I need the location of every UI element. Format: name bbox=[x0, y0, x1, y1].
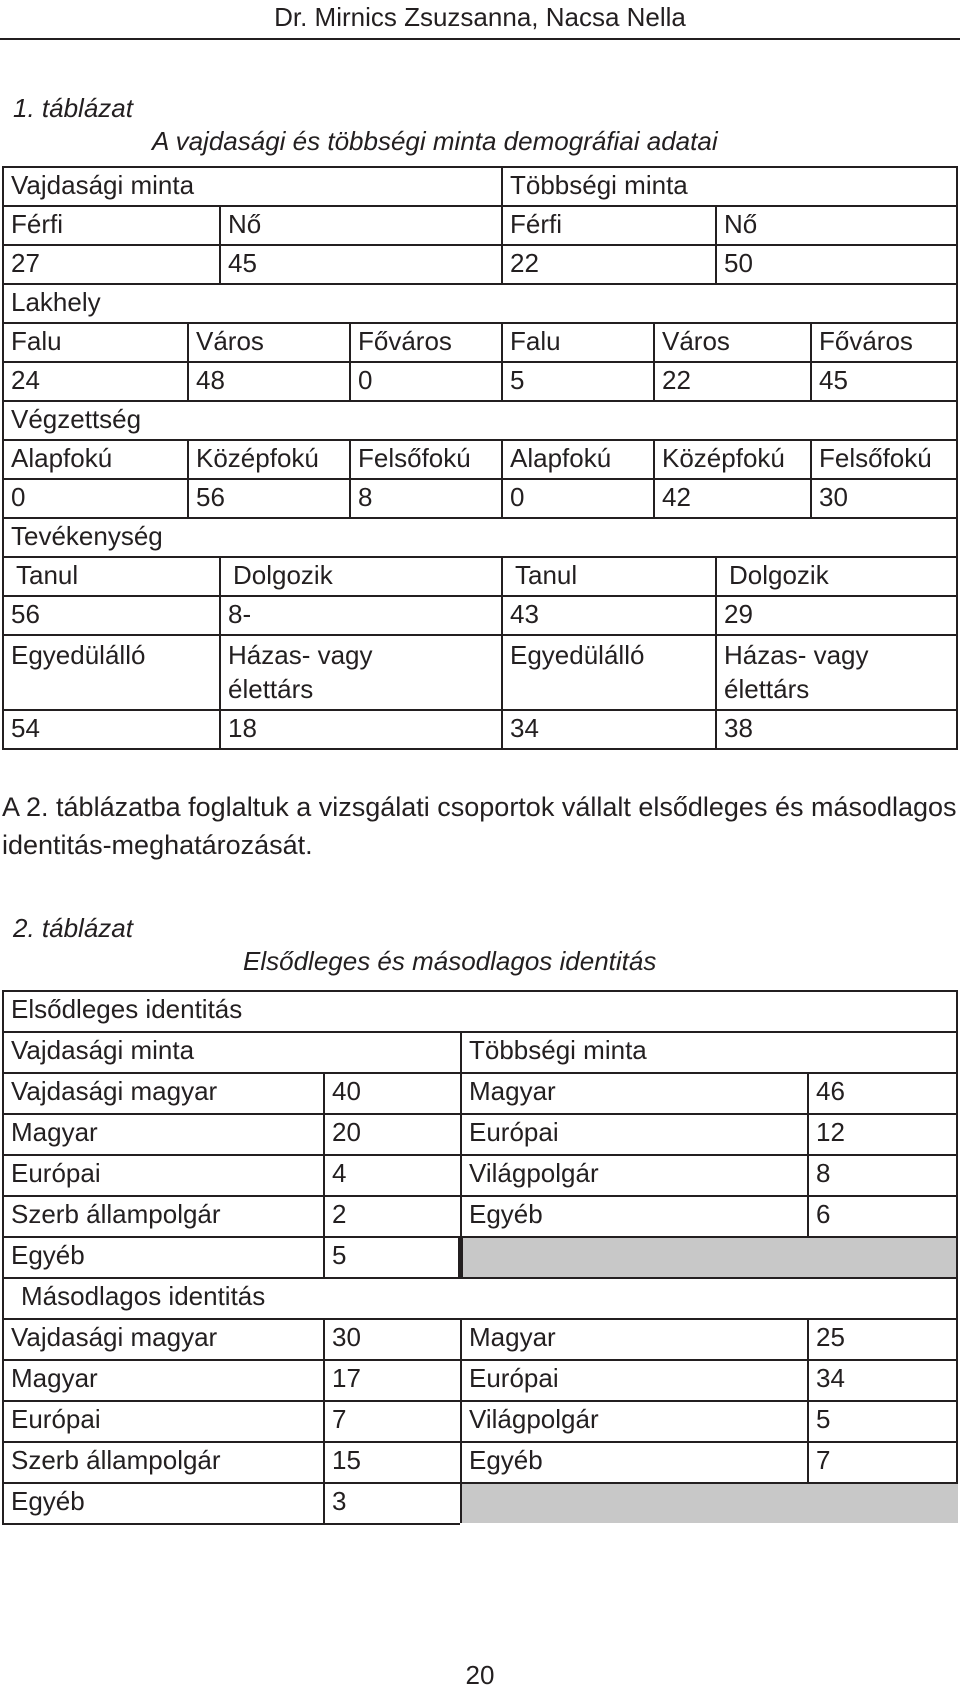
table-cell: 5 bbox=[332, 1240, 347, 1270]
table-cell: 17 bbox=[332, 1363, 361, 1393]
empty-cell-shaded bbox=[460, 1482, 958, 1523]
table-header: Vajdasági minta bbox=[11, 1035, 195, 1065]
table-cell: 43 bbox=[510, 599, 539, 629]
table-cell: 8 bbox=[358, 482, 373, 512]
table-cell: 30 bbox=[332, 1322, 361, 1352]
table-cell: Európai bbox=[11, 1404, 101, 1434]
section-heading: Elsődleges identitás bbox=[11, 994, 243, 1024]
table-cell: 54 bbox=[11, 713, 40, 743]
table-cell: Nő bbox=[724, 209, 758, 239]
table-cell: Vajdasági magyar bbox=[11, 1322, 218, 1352]
table-cell: 2 bbox=[332, 1199, 347, 1229]
table-cell: 22 bbox=[510, 248, 539, 278]
table-cell: 6 bbox=[816, 1199, 831, 1229]
table-cell: Egyéb bbox=[11, 1486, 85, 1516]
table-cell: Házas- vagy élettárs bbox=[219, 634, 501, 709]
page-number: 20 bbox=[465, 1660, 495, 1690]
table-cell: 56 bbox=[196, 482, 225, 512]
table-cell-line2: élettárs bbox=[228, 674, 314, 704]
table-cell: Felsőfokú bbox=[358, 443, 471, 473]
header-rule bbox=[0, 38, 960, 40]
table-cell: Város bbox=[662, 326, 730, 356]
table-cell: 34 bbox=[816, 1363, 845, 1393]
table2-title: Elsődleges és másodlagos identitás bbox=[243, 946, 657, 976]
table-cell: 45 bbox=[228, 248, 257, 278]
table-cell: 8- bbox=[228, 599, 252, 629]
table-cell: 48 bbox=[196, 365, 225, 395]
table-cell: Alapfokú bbox=[11, 443, 113, 473]
table-cell: 34 bbox=[510, 713, 539, 743]
table-cell: 25 bbox=[816, 1322, 845, 1352]
table-cell: Egyéb bbox=[469, 1445, 543, 1475]
table-rule bbox=[460, 1236, 462, 1277]
table-cell: 7 bbox=[816, 1445, 831, 1475]
section-heading: Másodlagos identitás bbox=[21, 1281, 266, 1311]
table-cell: 0 bbox=[358, 365, 373, 395]
table-cell: Egyéb bbox=[469, 1199, 543, 1229]
table1-label: 1. táblázat bbox=[13, 93, 133, 123]
table-cell: 3 bbox=[332, 1486, 347, 1516]
table-cell: 18 bbox=[228, 713, 257, 743]
table-cell: Férfi bbox=[510, 209, 562, 239]
table-cell: 4 bbox=[332, 1158, 347, 1188]
table-cell: 29 bbox=[724, 599, 753, 629]
table-cell: Alapfokú bbox=[510, 443, 612, 473]
body-paragraph: A 2. táblázatba foglaltuk a vizsgálati csoportok vállalt elsődleges és másodlagos identitás-meghatározását. bbox=[2, 792, 957, 860]
table-cell: Európai bbox=[469, 1363, 559, 1393]
table-cell: 30 bbox=[819, 482, 848, 512]
running-header: Dr. Mirnics Zsuzsanna, Nacsa Nella bbox=[274, 2, 686, 32]
table-cell: Város bbox=[196, 326, 264, 356]
table-cell: Felsőfokú bbox=[819, 443, 932, 473]
table-cell: 20 bbox=[332, 1117, 361, 1147]
table-cell: Magyar bbox=[11, 1117, 98, 1147]
table-cell: Egyedülálló bbox=[510, 640, 645, 670]
table-cell: 50 bbox=[724, 248, 753, 278]
table-cell: 40 bbox=[332, 1076, 361, 1106]
table-cell: Európai bbox=[469, 1117, 559, 1147]
table-cell: Európai bbox=[11, 1158, 101, 1188]
empty-cell-shaded bbox=[460, 1236, 958, 1277]
table-cell: 7 bbox=[332, 1404, 347, 1434]
table-cell: Házas- vagy élettárs bbox=[715, 634, 958, 709]
table-cell: Nő bbox=[228, 209, 262, 239]
table1-title: A vajdasági és többségi minta demográfiai adatai bbox=[152, 126, 718, 156]
table-cell: Férfi bbox=[11, 209, 63, 239]
table-cell: 24 bbox=[11, 365, 40, 395]
table2-label: 2. táblázat bbox=[13, 913, 133, 943]
section-heading: Végzettség bbox=[11, 404, 142, 434]
table-cell: 22 bbox=[662, 365, 691, 395]
table-cell: 5 bbox=[510, 365, 525, 395]
table-rule bbox=[460, 1482, 462, 1523]
table-cell: 27 bbox=[11, 248, 40, 278]
table-header: Vajdasági minta bbox=[11, 170, 195, 200]
table-cell: Falu bbox=[11, 326, 62, 356]
table-cell: 5 bbox=[816, 1404, 831, 1434]
table-cell: Tanul bbox=[16, 560, 79, 590]
table-cell: Falu bbox=[510, 326, 561, 356]
table-cell: 0 bbox=[11, 482, 26, 512]
table-cell: 8 bbox=[816, 1158, 831, 1188]
table-cell: 38 bbox=[724, 713, 753, 743]
table-header: Többségi minta bbox=[469, 1035, 647, 1065]
table-cell: Magyar bbox=[469, 1076, 556, 1106]
table-rule bbox=[2, 748, 958, 750]
table-cell: Világpolgár bbox=[469, 1404, 599, 1434]
table-cell: 0 bbox=[510, 482, 525, 512]
table-cell: Középfokú bbox=[662, 443, 785, 473]
table-cell: 46 bbox=[816, 1076, 845, 1106]
table-cell: 56 bbox=[11, 599, 40, 629]
table-cell: 42 bbox=[662, 482, 691, 512]
table-cell: Középfokú bbox=[196, 443, 319, 473]
table-cell: Főváros bbox=[819, 326, 913, 356]
table-cell: Magyar bbox=[469, 1322, 556, 1352]
table-cell: Főváros bbox=[358, 326, 452, 356]
table-cell: 45 bbox=[819, 365, 848, 395]
table-cell: Vajdasági magyar bbox=[11, 1076, 218, 1106]
table-cell: Szerb állampolgár bbox=[11, 1445, 221, 1475]
section-heading: Tevékenység bbox=[11, 521, 163, 551]
table-cell: 15 bbox=[332, 1445, 361, 1475]
table-cell: Magyar bbox=[11, 1363, 98, 1393]
table-header: Többségi minta bbox=[510, 170, 688, 200]
table-cell: 12 bbox=[816, 1117, 845, 1147]
table-cell: Egyedülálló bbox=[11, 640, 146, 670]
table-cell: Egyéb bbox=[11, 1240, 85, 1270]
table-cell: Dolgozik bbox=[729, 560, 829, 590]
table-cell: Világpolgár bbox=[469, 1158, 599, 1188]
table-cell: Dolgozik bbox=[233, 560, 333, 590]
section-heading: Lakhely bbox=[11, 287, 101, 317]
table-rule bbox=[2, 1523, 460, 1525]
table-cell: Tanul bbox=[515, 560, 578, 590]
table-cell: Szerb állampolgár bbox=[11, 1199, 221, 1229]
table-cell-line2: élettárs bbox=[724, 674, 810, 704]
